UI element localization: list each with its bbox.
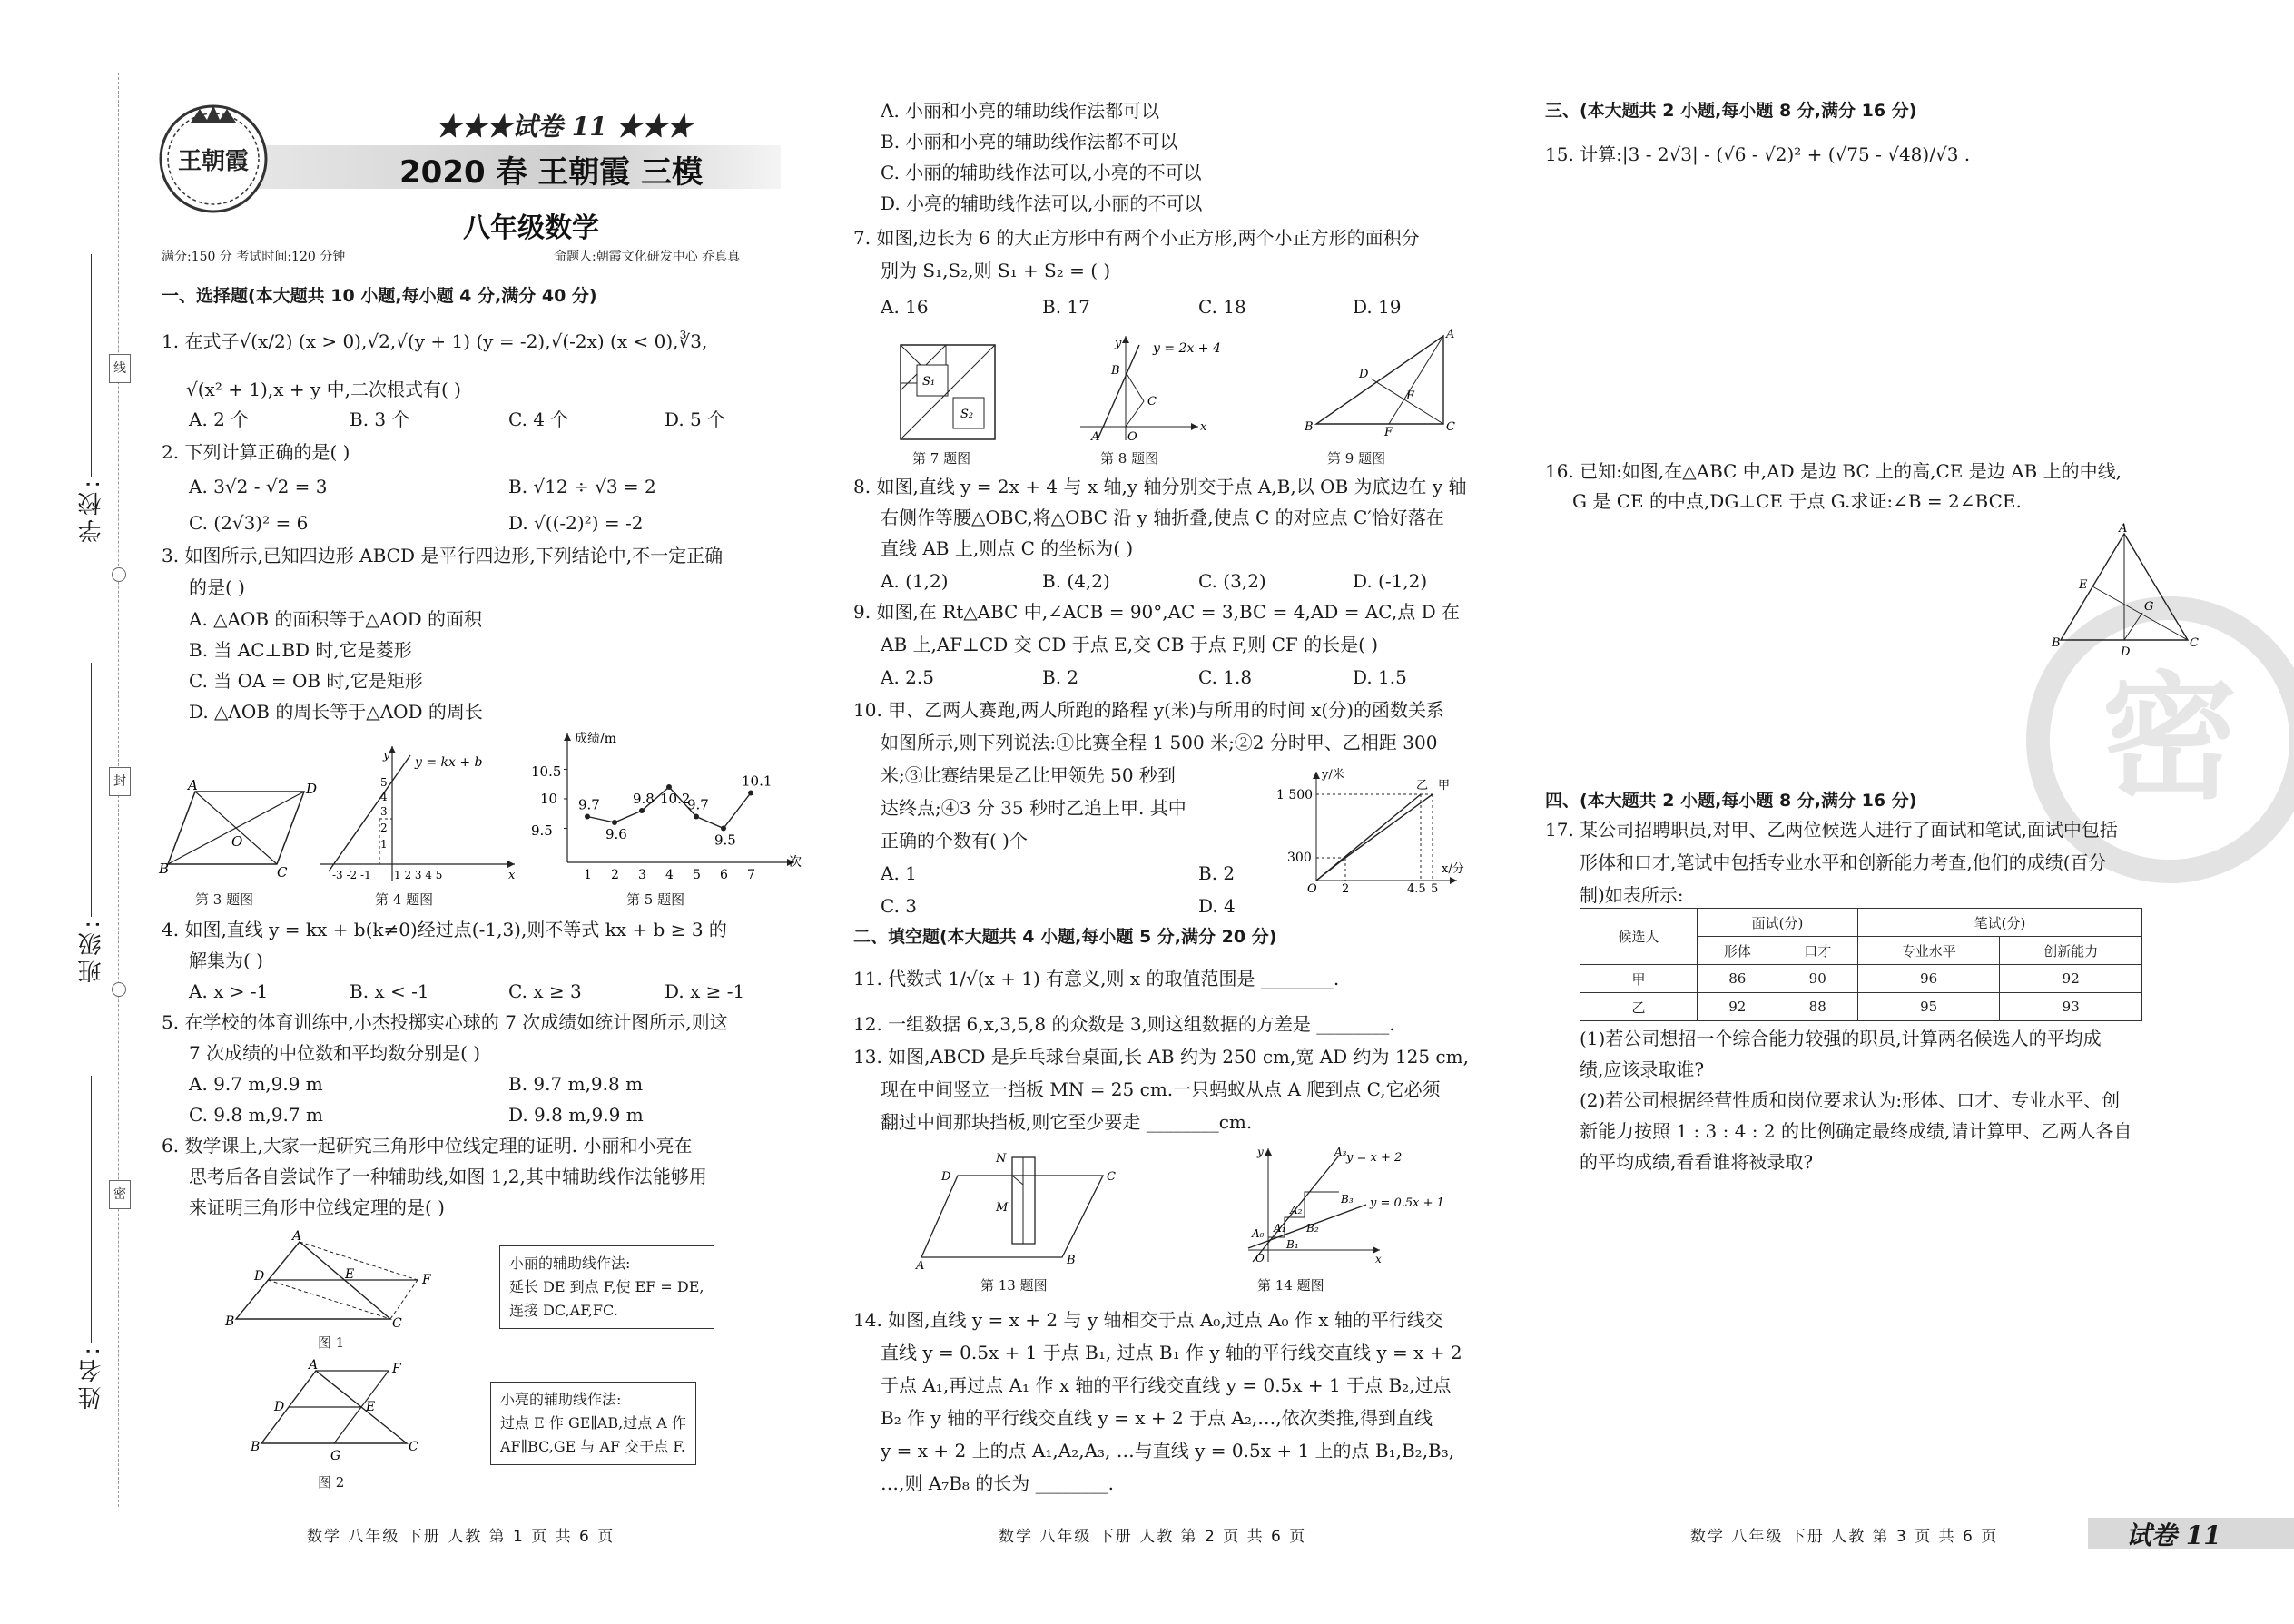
svg-text:A: A: [188, 777, 198, 793]
svg-text:B₂: B₂: [1306, 1222, 1319, 1235]
q8-line-label: y = 2x + 4: [1153, 341, 1221, 356]
svg-text:E: E: [2079, 578, 2088, 592]
q13-line3: 翻过中间那块挡板,则它至少要走 ________cm.: [881, 1111, 1253, 1133]
q6-box1-line: 延长 DE 到点 F,使 EF = DE,: [509, 1278, 704, 1295]
q10-x-tick: O: [1307, 882, 1317, 896]
q6-fig1-caption: 图 1: [318, 1334, 345, 1351]
q4-option-d: D. x ≥ -1: [665, 980, 745, 1002]
svg-text:D: D: [306, 781, 318, 797]
exam-label: ★★★试卷 11 ★★★: [436, 112, 693, 142]
q9-line2: AB 上,AF⊥CD 交 CD 于点 E,交 CB 于点 F,则 CF 的长是( ): [881, 634, 1379, 655]
name-fill-line: [91, 1076, 92, 1343]
figure-q9-triangle: [1305, 328, 1457, 439]
q7-option-b: B. 17: [1042, 296, 1090, 318]
svg-text:1: 1: [380, 838, 388, 851]
q6-line2: 思考后各自尝试作了一种辅助线,如图 1,2,其中辅助线作法能够用: [189, 1166, 707, 1187]
q4-option-b: B. x < -1: [350, 980, 429, 1002]
chart-data-label: 9.7: [578, 796, 600, 813]
q14-figure-caption: 第 14 题图: [1257, 1277, 1324, 1294]
section-2-title: 二、填空题(本大题共 4 小题,每小题 5 分,满分 20 分): [853, 927, 1277, 947]
q13-line1: 13. 如图,ABCD 是乒乓球台桌面,长 AB 约为 250 cm,宽 AD 约为 125 cm,: [853, 1046, 1469, 1068]
q6-box2-line: AF∥BC,GE 与 AF 交于点 F.: [500, 1438, 686, 1455]
q10-option-b: B. 2: [1198, 862, 1236, 884]
school-fill-line: [91, 254, 92, 477]
q8-option-c: C. (3,2): [1198, 570, 1266, 592]
q8-line3: 直线 AB 上,则点 C 的坐标为( ): [881, 537, 1134, 559]
svg-text:F: F: [422, 1273, 431, 1287]
q14-line4: B₂ 作 y 轴的平行线交直线 y = x + 2 于点 A₂,…,依次类推,得到直线: [881, 1407, 1433, 1429]
figure-q13-table: [916, 1152, 1130, 1273]
table-cell: 86: [1698, 965, 1777, 993]
chart-data-label: 9.8: [633, 791, 655, 807]
chart-x-tick: 2: [611, 868, 619, 882]
svg-text:x: x: [508, 869, 516, 882]
q6-method-box-2: [490, 1382, 696, 1465]
q3-option-d: D. △AOB 的周长等于△AOD 的周长: [189, 701, 483, 723]
q14-line6: …,则 A₇B₈ 的长为 ________.: [881, 1472, 1114, 1494]
svg-text:O: O: [1127, 430, 1137, 444]
q10-x-tick: 5: [1431, 882, 1439, 896]
svg-text:C: C: [2190, 636, 2199, 650]
q5-option-b: B. 9.7 m,9.8 m: [508, 1073, 644, 1095]
q7-line1: 7. 如图,边长为 6 的大正方形中有两个小正方形,两个小正方形的面积分: [853, 227, 1420, 249]
section-3-title: 三、(本大题共 2 小题,每小题 8 分,满分 16 分): [1545, 101, 1917, 121]
svg-text:S₂: S₂: [960, 408, 974, 421]
chart-data-label: 9.6: [605, 826, 627, 842]
q3-figure-caption: 第 3 题图: [195, 891, 254, 908]
svg-text:A: A: [292, 1229, 302, 1244]
svg-text:M: M: [996, 1201, 1009, 1215]
q6-line3: 来证明三角形中位线定理的是( ): [189, 1196, 445, 1218]
q8-line2: 右侧作等腰△OBC,将△OBC 沿 y 轴折叠,使点 C 的对应点 C′恰好落在: [881, 507, 1444, 528]
q9-figure-caption: 第 9 题图: [1327, 450, 1386, 467]
svg-text:B: B: [1111, 364, 1120, 378]
q6-option-b: B. 小丽和小亮的辅助线作法都不可以: [881, 131, 1178, 153]
svg-text:C: C: [409, 1440, 418, 1454]
q17-part1-a: (1)若公司想招一个综合能力较强的职员,计算两名候选人的平均成: [1580, 1028, 2102, 1049]
svg-text:B₃: B₃: [1341, 1193, 1354, 1206]
svg-text:A₁: A₁: [1274, 1222, 1286, 1235]
q12-text: 12. 一组数据 6,x,3,5,8 的众数是 3,则这组数据的方差是 ________.: [853, 1013, 1395, 1035]
subject-title: 八年级数学: [463, 212, 599, 244]
chart-data-label: 10.1: [742, 773, 773, 790]
q6-fig2-caption: 图 2: [318, 1474, 345, 1491]
q17-part2-c: 的平均成绩,看看谁将被录取?: [1580, 1151, 1814, 1173]
figure-q6-fig1: [225, 1229, 454, 1333]
svg-text:C: C: [1107, 1170, 1116, 1184]
q3-line2: 的是( ): [189, 576, 245, 598]
svg-text:O: O: [231, 833, 243, 850]
q10-y-label: y/米: [1322, 768, 1344, 782]
figure-q6-fig2: [251, 1358, 425, 1471]
q10-x-tick: 2: [1342, 882, 1350, 896]
q10-series-label: 乙: [1416, 779, 1429, 792]
q7-option-a: A. 16: [881, 296, 929, 318]
q10-y-tick: 1 500: [1276, 788, 1314, 802]
q2-option-c: C. (2√3)² = 6: [189, 512, 309, 534]
chart-data-label: 9.7: [687, 796, 709, 813]
svg-text:D: D: [274, 1400, 285, 1414]
chart-point: [666, 784, 672, 790]
svg-text:密: 密: [2101, 658, 2239, 818]
q1-option-c: C. 4 个: [508, 408, 569, 430]
q3-line1: 3. 如图所示,已知四边形 ABCD 是平行四边形,下列结论中,不一定正确: [162, 545, 724, 566]
table-cell: 92: [2000, 965, 2142, 993]
chart-data-label: 9.5: [714, 832, 736, 849]
exam-info-right: 命题人:朝霞文化研发中心 乔真真: [554, 250, 741, 264]
q4-option-a: A. x > -1: [189, 980, 269, 1002]
svg-text:F: F: [392, 1362, 401, 1376]
q5-y-tick: 10: [540, 791, 558, 807]
svg-text:y: y: [1115, 337, 1122, 350]
chart-point: [639, 808, 645, 813]
svg-text:A: A: [1091, 430, 1100, 444]
q7-figure-caption: 第 7 题图: [912, 450, 971, 467]
svg-text:E: E: [1406, 389, 1415, 403]
table-cell: 甲: [1580, 965, 1698, 993]
table-cell: 88: [1777, 993, 1857, 1021]
chart-x-tick: 4: [665, 868, 674, 882]
table-cell: 乙: [1580, 993, 1698, 1021]
q16-line1: 16. 已知:如图,在△ABC 中,AD 是边 BC 上的高,CE 是边 AB 上的中线,: [1545, 460, 2122, 482]
table-subheader: 形体: [1698, 937, 1777, 965]
svg-text:G: G: [2144, 600, 2154, 614]
q9-option-c: C. 1.8: [1198, 666, 1253, 688]
q8-option-b: B. (4,2): [1042, 570, 1110, 592]
table-header-interview: 面试(分): [1698, 909, 1858, 937]
figure-q4-line-graph: [320, 746, 519, 882]
q14-line-label-2: y = 0.5x + 1: [1370, 1196, 1444, 1210]
q7-option-c: C. 18: [1198, 296, 1246, 318]
q6-box2-line: 小亮的辅助线作法:: [500, 1391, 622, 1408]
chart-point: [694, 814, 699, 820]
q6-line1: 6. 数学课上,大家一起研究三角形中位线定理的证明. 小丽和小亮在: [162, 1135, 693, 1156]
q8-figure-caption: 第 8 题图: [1100, 450, 1159, 467]
chart-data-label: 10.2: [660, 791, 691, 807]
table-cell: 96: [1857, 965, 2000, 993]
svg-text:S₁: S₁: [922, 375, 936, 389]
svg-text:B: B: [225, 1314, 235, 1329]
q17-part2-b: 新能力按照 1 : 3 : 4 : 2 的比例确定最终成绩,请计算甲、乙两人各自: [1580, 1120, 2132, 1142]
svg-text:B: B: [1067, 1254, 1076, 1267]
figure-q10-race-graph: [1271, 767, 1480, 894]
q14-line5: y = x + 2 上的点 A₁,A₂,A₃, …与直线 y = 0.5x + 1 上的点 B₁,B₂,B₃,: [881, 1440, 1455, 1462]
q5-y-tick: 10.5: [531, 763, 562, 780]
table-header-written: 笔试(分): [1857, 909, 2141, 937]
chart-x-tick: 7: [747, 868, 755, 882]
svg-text:A₂: A₂: [1290, 1204, 1303, 1216]
q10-line1: 10. 甲、乙两人赛跑,两人所跑的路程 y(米)与所用的时间 x(分)的函数关系: [853, 699, 1445, 721]
school-label: 学校:: [78, 477, 105, 543]
q3-option-a: A. △AOB 的面积等于△AOD 的面积: [189, 608, 483, 630]
table-header-candidate: 候选人: [1580, 909, 1698, 965]
figure-q14-staircase: [1248, 1148, 1448, 1266]
svg-text:F: F: [1384, 426, 1393, 439]
exam-info-left: 满分:150 分 考试时间:120 分钟: [162, 250, 346, 264]
svg-text:A₀: A₀: [1252, 1227, 1265, 1240]
figure-q8-graph: [1080, 336, 1235, 445]
q6-box1-line: 小丽的辅助线作法:: [509, 1255, 631, 1272]
table-row: [1580, 965, 2142, 993]
q6-option-a: A. 小丽和小亮的辅助线作法都可以: [881, 100, 1160, 122]
q4-figure-caption: 第 4 题图: [375, 891, 434, 908]
svg-text:E: E: [366, 1400, 376, 1414]
q10-line2: 如图所示,则下列说法:①比赛全程 1 500 米;②2 分时甲、乙相距 300: [881, 732, 1438, 753]
svg-text:O: O: [1255, 1252, 1265, 1265]
q17-line2: 形体和口才,笔试中包括专业水平和创新能力考查,他们的成绩(百分: [1580, 851, 2107, 873]
q4-line-label: y = kx + b: [415, 755, 483, 770]
q10-option-a: A. 1: [881, 862, 917, 884]
q14-line2: 直线 y = 0.5x + 1 于点 B₁, 过点 B₁ 作 y 轴的平行线交直线 y = x + 2: [881, 1342, 1462, 1363]
q2-option-a: A. 3√2 - √2 = 3: [189, 476, 328, 497]
svg-text:A: A: [2119, 522, 2128, 536]
binding-mark-seal: 封: [109, 767, 131, 796]
q10-x-tick: 4.5: [1407, 882, 1426, 896]
svg-text:y: y: [1257, 1146, 1264, 1158]
q2-option-d: D. √((-2)²) = -2: [508, 512, 644, 534]
q5-y-axis-label: 成绩/m: [575, 732, 616, 746]
q14-line1: 14. 如图,直线 y = x + 2 与 y 轴相交于点 A₀,过点 A₀ 作 x 轴的平行线交: [853, 1309, 1443, 1331]
table-cell: 95: [1857, 993, 2000, 1021]
q11-text: 11. 代数式 1/√(x + 1) 有意义,则 x 的取值范围是 ________.: [853, 968, 1340, 989]
q17-part1-b: 绩,应该录取谁?: [1580, 1058, 1705, 1080]
svg-text:x: x: [1200, 420, 1207, 434]
svg-text:B: B: [2052, 636, 2061, 650]
table-cell: 92: [1698, 993, 1777, 1021]
svg-text:A: A: [1446, 328, 1455, 341]
chart-point: [721, 826, 726, 832]
q5-figure-caption: 第 5 题图: [626, 891, 685, 908]
binding-mark-secret: 密: [109, 1180, 131, 1209]
q10-x-label: x/分: [1442, 862, 1464, 876]
svg-text:C: C: [1446, 420, 1455, 434]
section-1-title: 一、选择题(本大题共 10 小题,每小题 4 分,满分 40 分): [162, 286, 597, 306]
q10-series-label: 甲: [1438, 779, 1451, 792]
figure-q3-parallelogram: [159, 777, 318, 881]
svg-text:B: B: [1305, 420, 1314, 434]
q13-figure-caption: 第 13 题图: [980, 1277, 1048, 1294]
chart-point: [612, 820, 617, 825]
svg-text:D: D: [1359, 368, 1369, 381]
q5-x-axis-label: 次: [789, 855, 802, 870]
q9-option-b: B. 2: [1042, 666, 1079, 688]
binding-circle: [112, 982, 126, 997]
chart-x-tick: 5: [693, 868, 701, 882]
q4-option-c: C. x ≥ 3: [508, 980, 582, 1002]
q5-y-tick: 9.5: [531, 822, 553, 839]
svg-text:-3 -2 -1: -3 -2 -1: [332, 869, 371, 881]
chart-point: [585, 814, 590, 820]
table-cell: 90: [1777, 965, 1857, 993]
q3-option-b: B. 当 AC⊥BD 时,它是菱形: [189, 639, 412, 661]
page-footer-3: 数学 八年级 下册 人教 第 3 页 共 6 页: [1690, 1528, 1999, 1546]
svg-text:y: y: [383, 749, 390, 763]
name-label: 姓名:: [78, 1343, 105, 1410]
svg-text:D: D: [941, 1170, 951, 1184]
svg-text:B: B: [251, 1440, 261, 1454]
section-4-title: 四、(本大题共 2 小题,每小题 8 分,满分 16 分): [1545, 791, 1917, 811]
chart-x-tick: 6: [720, 868, 728, 882]
q10-y-tick: 300: [1287, 851, 1312, 865]
q8-line1: 8. 如图,直线 y = 2x + 4 与 x 轴,y 轴分别交于点 A,B,以 OB 为底边在 y 轴: [853, 476, 1467, 497]
figure-q7-squares: [899, 343, 999, 443]
q14-line-label-1: y = x + 2: [1346, 1151, 1403, 1165]
q6-option-d: D. 小亮的辅助线作法可以,小丽的不可以: [881, 192, 1203, 214]
q10-line5: 正确的个数有( )个: [881, 830, 1028, 851]
q9-option-a: A. 2.5: [881, 666, 934, 688]
q17-line3: 制)如表所示:: [1580, 884, 1684, 906]
svg-text:A: A: [309, 1358, 319, 1373]
q17-part2-a: (2)若公司根据经营性质和岗位要求认为:形体、口才、专业水平、创: [1580, 1089, 2121, 1111]
q9-option-d: D. 1.5: [1353, 666, 1407, 688]
q1-option-d: D. 5 个: [665, 408, 726, 430]
q6-box2-line: 过点 E 作 GE∥AB,过点 A 作: [500, 1414, 686, 1432]
q3-option-c: C. 当 OA = OB 时,它是矩形: [189, 670, 423, 692]
table-subheader: 专业水平: [1857, 937, 2000, 965]
q1-line1: 1. 在式子√(x/2) (x > 0),√2,√(y + 1) (y = -2),√(-2x) (x < 0),∛3,: [162, 330, 708, 352]
q8-option-d: D. (-1,2): [1353, 570, 1428, 592]
q6-box1-line: 连接 DC,AF,FC.: [509, 1302, 618, 1319]
q5-option-c: C. 9.8 m,9.7 m: [189, 1104, 323, 1126]
svg-text:B: B: [159, 861, 170, 877]
table-row: [1580, 993, 2142, 1021]
q5-line1: 5. 在学校的体育训练中,小杰投掷实心球的 7 次成绩如统计图所示,则这: [162, 1011, 728, 1033]
page-footer-1: 数学 八年级 下册 人教 第 1 页 共 6 页: [307, 1528, 615, 1546]
svg-text:C: C: [1147, 395, 1157, 408]
svg-text:A: A: [916, 1259, 925, 1273]
svg-text:D: D: [254, 1269, 265, 1284]
svg-text:5: 5: [380, 776, 388, 789]
q10-line4: 达终点;④3 分 35 秒时乙追上甲. 其中: [881, 797, 1186, 819]
figure-q5-line-chart: [531, 726, 803, 881]
q7-line2: 别为 S₁,S₂,则 S₁ + S₂ = ( ): [881, 260, 1111, 281]
svg-text:1 2 3 4 5: 1 2 3 4 5: [394, 869, 443, 881]
q4-line1: 4. 如图,直线 y = kx + b(k≠0)经过点(-1,3),则不等式 kx + b ≥ 3 的: [162, 919, 727, 940]
page-footer-2: 数学 八年级 下册 人教 第 2 页 共 6 页: [999, 1528, 1307, 1546]
svg-text:N: N: [996, 1152, 1007, 1166]
q15-text: 15. 计算:|3 - 2√3| - (√6 - √2)² + (√75 - √48)/√3 .: [1545, 143, 1971, 165]
q10-line3: 米;③比赛结果是乙比甲领先 50 秒到: [881, 764, 1176, 786]
svg-text:C: C: [392, 1316, 402, 1331]
svg-text:D: D: [2121, 645, 2131, 659]
svg-text:B₁: B₁: [1286, 1238, 1299, 1251]
q10-option-c: C. 3: [881, 895, 918, 917]
table-cell: 93: [2000, 993, 2142, 1021]
q2-option-b: B. √12 ÷ √3 = 2: [508, 476, 656, 497]
q6-option-c: C. 小丽的辅助线作法可以,小亮的不可以: [881, 162, 1202, 183]
tag-label: 试卷 11: [2126, 1521, 2221, 1550]
q10-option-d: D. 4: [1198, 895, 1236, 917]
class-label: 班级:: [78, 917, 105, 983]
chart-x-tick: 1: [584, 868, 592, 882]
svg-text:4: 4: [380, 791, 388, 803]
q8-option-a: A. (1,2): [881, 570, 949, 592]
chart-point: [748, 791, 753, 796]
exam-title: 2020 春 王朝霞 三模: [399, 154, 704, 191]
svg-text:C: C: [277, 864, 288, 881]
q5-option-a: A. 9.7 m,9.9 m: [189, 1073, 323, 1095]
q2-line1: 2. 下列计算正确的是( ): [162, 441, 350, 463]
q1-option-a: A. 2 个: [189, 408, 250, 430]
svg-text:E: E: [345, 1267, 355, 1282]
logo-text: 王朝霞: [177, 148, 250, 175]
svg-text:G: G: [330, 1449, 341, 1463]
figure-q16-triangle: [2052, 522, 2199, 663]
q17-line1: 17. 某公司招聘职员,对甲、乙两位候选人进行了面试和笔试,面试中包括: [1545, 819, 2118, 841]
q5-line2: 7 次成绩的中位数和平均数分别是( ): [189, 1042, 481, 1064]
q17-score-table: [1580, 908, 2142, 1021]
table-subheader: 创新能力: [2000, 937, 2142, 965]
svg-text:2: 2: [380, 822, 388, 834]
chart-x-tick: 3: [638, 868, 646, 882]
svg-text:A₃: A₃: [1334, 1146, 1347, 1158]
class-fill-line: [91, 663, 92, 917]
q5-option-d: D. 9.8 m,9.9 m: [508, 1104, 644, 1126]
logo: [154, 100, 272, 218]
q6-method-box-1: [499, 1245, 714, 1329]
q1-option-b: B. 3 个: [350, 408, 410, 430]
binding-mark-line: 线: [109, 354, 131, 383]
svg-text:3: 3: [380, 805, 388, 818]
q14-line3: 于点 A₁,再过点 A₁ 作 x 轴的平行线交直线 y = 0.5x + 1 于点 B₂,过点: [881, 1374, 1452, 1396]
q9-line1: 9. 如图,在 Rt△ABC 中,∠ACB = 90°,AC = 3,BC = 4,AD = AC,点 D 在: [853, 601, 1460, 623]
table-subheader: 口才: [1777, 937, 1857, 965]
q4-line2: 解集为( ): [189, 950, 263, 971]
q1-line2: √(x² + 1),x + y 中,二次根式有( ): [186, 379, 461, 400]
binding-circle: [112, 567, 126, 582]
q13-line2: 现在中间竖立一挡板 MN = 25 cm.一只蚂蚁从点 A 爬到点 C,它必须: [881, 1078, 1441, 1100]
q7-option-d: D. 19: [1353, 296, 1402, 318]
q16-line2: G 是 CE 的中点,DG⊥CE 于点 G.求证:∠B = 2∠BCE.: [1572, 490, 2022, 512]
svg-text:x: x: [1375, 1253, 1382, 1265]
